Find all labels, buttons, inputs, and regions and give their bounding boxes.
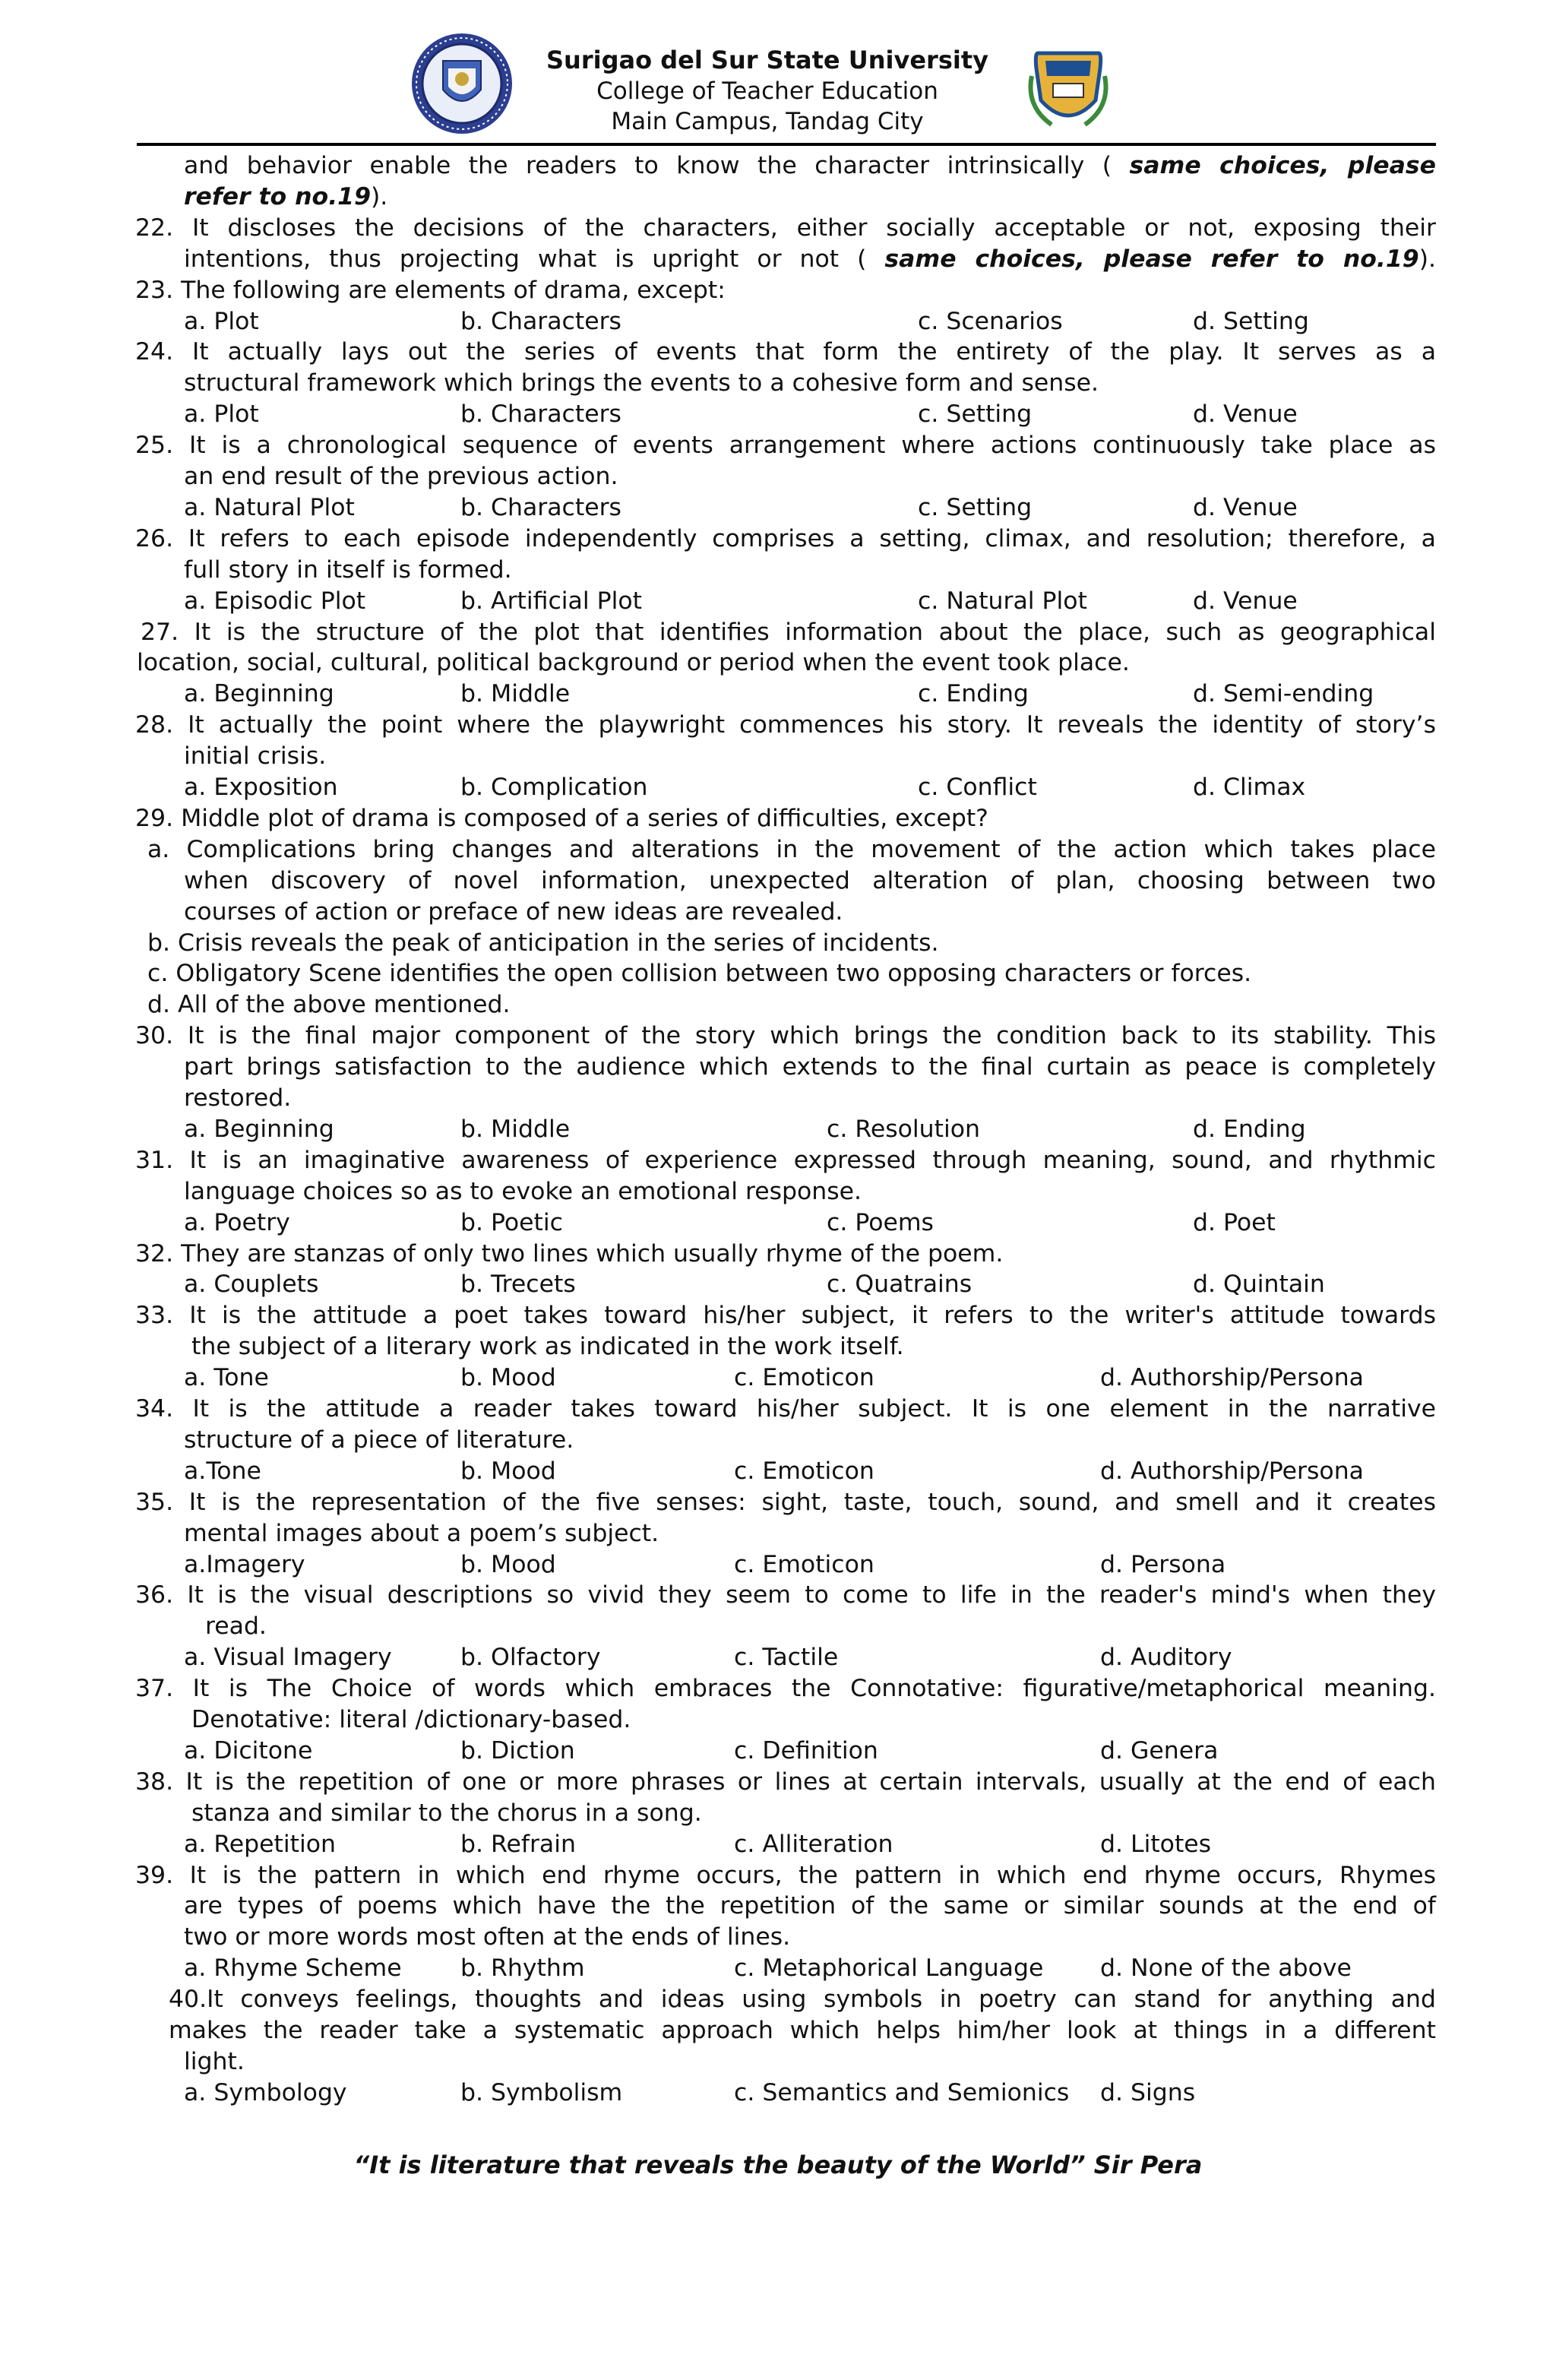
- question-line: [135, 1021, 1436, 1051]
- answer-option: b. Middle: [460, 1115, 571, 1143]
- answer-option: c. Ending: [918, 680, 1029, 708]
- answer-option: b. Trecets: [460, 1271, 576, 1299]
- text-line: [184, 244, 1436, 274]
- text-line: [147, 834, 1436, 865]
- text-segment: 29. Middle plot of drama is composed of a series of difficulties, except?: [135, 804, 988, 832]
- text-line: [205, 1611, 1436, 1641]
- text-segment: read.: [205, 1613, 267, 1641]
- text-segment: 35. It is the representation of the five senses: sight, taste, touch, sound, and smell and it creates: [135, 1488, 1436, 1516]
- text-segment: initial crisis.: [184, 742, 327, 771]
- text-segment: when discovery of novel information, unexpected alteration of plan, choosing between two: [184, 866, 1436, 894]
- answer-option: a.Imagery: [184, 1550, 305, 1578]
- text-segment: 28. It actually the point where the playwright commences his story. It reveals the identity of story’s: [135, 711, 1436, 739]
- text-segment: 36. It is the visual descriptions so vivid they seem to come to life in the reader's mind's when they: [135, 1581, 1436, 1609]
- answer-option: d. None of the above: [1100, 1954, 1352, 1983]
- answer-option: b. Mood: [460, 1550, 556, 1578]
- text-line: [169, 2015, 1436, 2046]
- text-line: [137, 647, 1436, 678]
- answer-option: d. Genera: [1100, 1736, 1219, 1764]
- question-line: [135, 1145, 1436, 1176]
- answer-option: c. Poems: [827, 1208, 934, 1236]
- question-line: [135, 1300, 1436, 1331]
- answer-option: c. Emoticon: [734, 1364, 874, 1392]
- question-line: [135, 710, 1436, 740]
- header-divider: [137, 143, 1436, 146]
- question-line: [135, 213, 1436, 243]
- text-segment: 26. It refers to each episode independently comprises a setting, climax, and resolution; therefore, a: [135, 524, 1436, 552]
- answer-option: d. Authorship/Persona: [1100, 1457, 1364, 1485]
- answer-option: d. Venue: [1193, 400, 1298, 429]
- answer-option: d. Litotes: [1100, 1830, 1212, 1858]
- text-segment: full story in itself is formed.: [184, 555, 512, 584]
- question-line: [135, 337, 1436, 367]
- text-line: [184, 741, 1436, 771]
- text-line: [184, 461, 1436, 492]
- answer-option: a. Beginning: [184, 680, 334, 708]
- text-segment: 33. It is the attitude a poet takes toward his/her subject, it refers to the writer's attitude towards: [135, 1302, 1436, 1330]
- answer-option: c. Setting: [918, 493, 1033, 521]
- text-segment: c. Obligatory Scene identifies the open collision between two opposing characters or forces.: [147, 960, 1252, 988]
- answer-option: a. Plot: [184, 307, 259, 335]
- text-segment: d. All of the above mentioned.: [147, 991, 511, 1019]
- college-seal-icon: [1015, 30, 1121, 137]
- text-segment: location, social, cultural, political background or period when the event took place.: [137, 649, 1130, 677]
- answer-option: b. Middle: [460, 680, 571, 708]
- text-segment: 23. The following are elements of drama, except:: [135, 276, 726, 304]
- text-segment: structural framework which brings the events to a cohesive form and sense.: [184, 369, 1099, 397]
- text-line: [184, 555, 1436, 585]
- answer-option: d. Venue: [1193, 493, 1298, 521]
- text-line: [184, 1922, 1436, 1952]
- answer-option: c. Emoticon: [734, 1550, 874, 1578]
- answer-option: a. Rhyme Scheme: [184, 1954, 402, 1983]
- answer-option: d. Signs: [1100, 2078, 1196, 2106]
- text-line: [184, 897, 1436, 927]
- text-line: [184, 1083, 1436, 1113]
- text-segment-end: ).: [371, 182, 388, 210]
- text-line: [191, 1704, 1436, 1735]
- emphasis-segment: same choices, please: [1129, 152, 1436, 179]
- text-segment: are types of poems which have the the repetition of the same or similar sounds at the end of: [184, 1892, 1436, 1920]
- question-line: [135, 1860, 1436, 1891]
- document-header: [0, 23, 1556, 144]
- text-line: [147, 989, 1436, 1020]
- answer-option: c. Conflict: [918, 774, 1037, 801]
- answer-option: c. Emoticon: [734, 1457, 874, 1485]
- text-segment: courses of action or preface of new ideas are revealed.: [184, 897, 843, 926]
- text-segment: 37. It is The Choice of words which embraces the Connotative: figurative/metaphorical meaning.: [135, 1675, 1436, 1703]
- question-line: [135, 1580, 1436, 1610]
- answer-option: a. Visual Imagery: [184, 1644, 392, 1672]
- answer-option: b. Characters: [460, 307, 621, 335]
- text-segment: 24. It actually lays out the series of events that form the entirety of the play. It serves as a: [135, 338, 1436, 366]
- answer-option: a.Tone: [184, 1457, 261, 1485]
- answer-option: c. Semantics and Semionics: [734, 2078, 1070, 2106]
- campus-name: Main Campus, Tandag City: [611, 108, 924, 135]
- answer-option: d. Semi-ending: [1193, 680, 1374, 708]
- answer-option: d. Authorship/Persona: [1100, 1364, 1364, 1392]
- text-segment: 40.It conveys feelings, thoughts and ideas using symbols in poetry can stand for anything and: [169, 1986, 1436, 2014]
- question-line: [135, 1673, 1436, 1704]
- answer-option: a. Beginning: [184, 1115, 334, 1143]
- text-line: [184, 1052, 1436, 1082]
- answer-option: a. Dicitone: [184, 1736, 313, 1764]
- text-segment: 39. It is the pattern in which end rhyme occurs, the pattern in which end rhyme occurs, Rhymes: [135, 1861, 1436, 1889]
- text-line: [184, 1891, 1436, 1921]
- answer-option: d. Venue: [1193, 587, 1298, 615]
- text-segment: 27. It is the structure of the plot that identifies information about the place, such as geographical: [141, 618, 1436, 646]
- answer-option: b. Characters: [460, 400, 621, 429]
- answer-option: b. Olfactory: [460, 1644, 601, 1672]
- answer-option: c. Resolution: [827, 1115, 980, 1143]
- answer-option: c. Definition: [734, 1736, 878, 1764]
- text-line: [147, 928, 1436, 958]
- answer-option: d. Ending: [1193, 1115, 1306, 1143]
- answer-option: a. Poetry: [184, 1208, 290, 1236]
- text-segment: Denotative: literal /dictionary-based.: [191, 1706, 631, 1733]
- answer-option: d. Climax: [1193, 774, 1306, 801]
- text-line: [184, 150, 1436, 181]
- answer-option: a. Exposition: [184, 774, 338, 801]
- answer-option: b. Mood: [460, 1364, 556, 1392]
- question-line: [135, 1487, 1436, 1518]
- question-line: [135, 275, 1436, 305]
- answer-option: c. Scenarios: [918, 307, 1063, 335]
- answer-option: d. Poet: [1193, 1208, 1276, 1236]
- text-segment: stanza and similar to the chorus in a song.: [191, 1799, 702, 1827]
- question-line: [135, 803, 1436, 834]
- college-name: College of Teacher Education: [596, 78, 938, 105]
- answer-option: a. Repetition: [184, 1830, 336, 1858]
- text-segment: language choices so as to evoke an emotional response.: [184, 1177, 862, 1205]
- text-segment: structure of a piece of literature.: [184, 1426, 574, 1454]
- answer-option: b. Rhythm: [460, 1954, 585, 1983]
- text-segment: 38. It is the repetition of one or more phrases or lines at certain intervals, usually at the end of each: [135, 1768, 1436, 1796]
- text-segment: 31. It is an imaginative awareness of experience expressed through meaning, sound, and rhythmic: [135, 1146, 1436, 1174]
- question-line: [141, 617, 1436, 647]
- text-segment: 30. It is the final major component of the story which brings the condition back to its stability. This: [135, 1022, 1436, 1050]
- answer-option: c. Metaphorical Language: [734, 1954, 1044, 1983]
- text-line: [184, 2046, 1436, 2077]
- text-line: [184, 1176, 1436, 1207]
- text-segment-end: ).: [1418, 245, 1436, 273]
- text-line: [184, 866, 1436, 896]
- answer-option: d. Quintain: [1193, 1271, 1325, 1299]
- emphasis-segment: refer to no.19: [184, 182, 372, 210]
- answer-option: d. Auditory: [1100, 1644, 1232, 1672]
- text-segment: mental images about a poem’s subject.: [184, 1519, 659, 1547]
- text-segment: two or more words most often at the ends of lines.: [184, 1923, 791, 1951]
- text-segment: 25. It is a chronological sequence of events arrangement where actions continuously take place as: [135, 432, 1436, 460]
- answer-option: a. Tone: [184, 1364, 269, 1392]
- question-line: [135, 1394, 1436, 1424]
- text-line: [191, 1798, 1436, 1828]
- answer-option: a. Symbology: [184, 2078, 347, 2106]
- text-segment: and behavior enable the readers to know the character intrinsically (: [184, 152, 1130, 179]
- text-line: [191, 1331, 1436, 1362]
- text-line: [184, 1518, 1436, 1549]
- answer-option: b. Characters: [460, 493, 621, 521]
- text-segment: restored.: [184, 1084, 292, 1112]
- answer-option: b. Mood: [460, 1457, 556, 1485]
- text-line: [184, 182, 1436, 212]
- text-segment: light.: [184, 2047, 245, 2075]
- text-segment: makes the reader take a systematic approach which helps him/her look at things in a different: [169, 2017, 1436, 2044]
- text-line: [184, 368, 1436, 398]
- answer-option: a. Episodic Plot: [184, 587, 366, 615]
- text-segment: an end result of the previous action.: [184, 463, 618, 490]
- question-line: [135, 524, 1436, 554]
- answer-option: d. Persona: [1100, 1550, 1226, 1578]
- text-line: [147, 958, 1436, 989]
- answer-option: a. Couplets: [184, 1271, 319, 1299]
- answer-option: b. Poetic: [460, 1208, 563, 1236]
- answer-option: b. Complication: [460, 774, 648, 801]
- text-line: [184, 1425, 1436, 1455]
- answer-option: b. Refrain: [460, 1830, 576, 1858]
- answer-option: c. Quatrains: [827, 1271, 972, 1299]
- footer-quote: “It is literature that reveals the beauty of the World” Sir Pera: [353, 2151, 1203, 2179]
- text-segment: b. Crisis reveals the peak of anticipation in the series of incidents.: [147, 929, 939, 957]
- question-line: [135, 430, 1436, 460]
- question-line: [135, 1239, 1436, 1269]
- answer-option: c. Tactile: [734, 1644, 839, 1672]
- question-line: [135, 1767, 1436, 1797]
- text-segment: 32. They are stanzas of only two lines which usually rhyme of the poem.: [135, 1239, 1004, 1268]
- answer-option: c. Alliteration: [734, 1830, 893, 1858]
- text-segment: intentions, thus projecting what is upright or not (: [184, 245, 885, 273]
- answer-option: b. Artificial Plot: [460, 587, 642, 615]
- text-segment: part brings satisfaction to the audience which extends to the final curtain as peace is completely: [184, 1053, 1436, 1081]
- answer-option: a. Natural Plot: [184, 493, 355, 521]
- answer-option: a. Plot: [184, 400, 259, 429]
- text-segment: a. Complications bring changes and alterations in the movement of the action which takes place: [147, 835, 1436, 863]
- answer-option: c. Natural Plot: [918, 587, 1087, 615]
- text-segment: 22. It discloses the decisions of the characters, either socially acceptable or not, exposing their: [135, 214, 1436, 242]
- answer-option: c. Setting: [918, 400, 1033, 429]
- answer-option: d. Setting: [1193, 307, 1309, 335]
- answer-option: b. Diction: [460, 1736, 575, 1764]
- emphasis-segment: same choices, please refer to no.19: [884, 245, 1419, 273]
- text-segment: the subject of a literary work as indicated in the work itself.: [191, 1333, 904, 1361]
- question-line: [169, 1984, 1436, 2014]
- answer-option: b. Symbolism: [460, 2078, 623, 2106]
- university-name: Surigao del Sur State University: [546, 46, 988, 74]
- text-segment: 34. It is the attitude a reader takes toward his/her subject. It is one element in the narrative: [135, 1395, 1436, 1423]
